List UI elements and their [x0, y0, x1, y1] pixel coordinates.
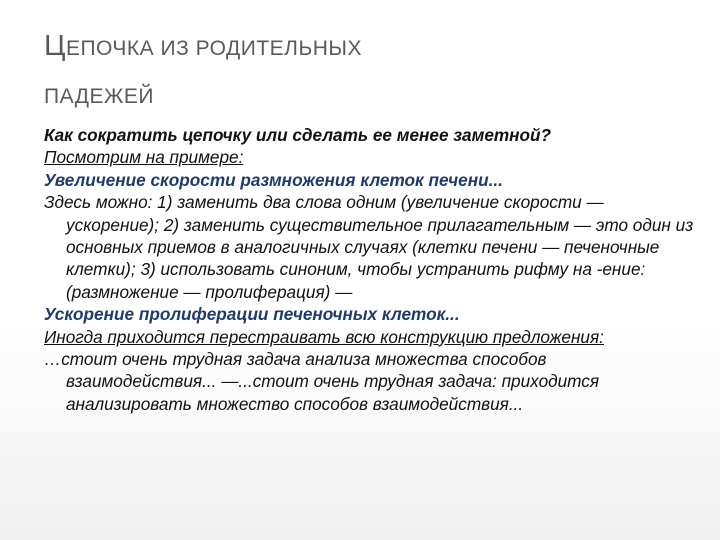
slide-body [44, 124, 694, 415]
paragraph-restructure-example [44, 348, 694, 415]
rewritten-phrase: Ускорение пролиферации печеночных клеток... [44, 304, 460, 325]
explanation-text: Здесь можно: 1) заменить два слова одним (увеличение скорости — ускорение); 2) заменить существительное прилагательным — это один из основных приемов в аналогичных случаях (клетки печени — печеночные клетки); 3) использовать синоним, чтобы устранить рифму на -ение: (размножение — пролиферация) — [44, 192, 694, 302]
slide-title [44, 22, 684, 121]
example-phrase: Увеличение скорости размножения клеток печени... [44, 169, 503, 190]
paragraph-example [44, 169, 694, 191]
question-text: Как сократить цепочку или сделать ее менее заметной? [44, 125, 552, 145]
paragraph-restructure [44, 326, 694, 348]
paragraph-explanation [44, 191, 694, 325]
restructure-example: …стоит очень трудная задача анализа множества способов взаимодействия... —...стоит очень трудная задача: приходится анализировать множество способов взаимодействия... [44, 349, 600, 414]
title-first-letter: Ц [44, 30, 66, 62]
title-line-1-rest: ЕПОЧКА ИЗ РОДИТЕЛЬНЫХ [65, 37, 363, 60]
restructure-heading: Иногда приходится перестраивать всю конструкцию предложения: [44, 326, 604, 347]
title-line-2: ПАДЕЖЕЙ [44, 85, 155, 108]
title-line-1 [44, 22, 684, 73]
example-intro: Посмотрим на примере: [44, 147, 244, 168]
paragraph-question [44, 124, 694, 169]
